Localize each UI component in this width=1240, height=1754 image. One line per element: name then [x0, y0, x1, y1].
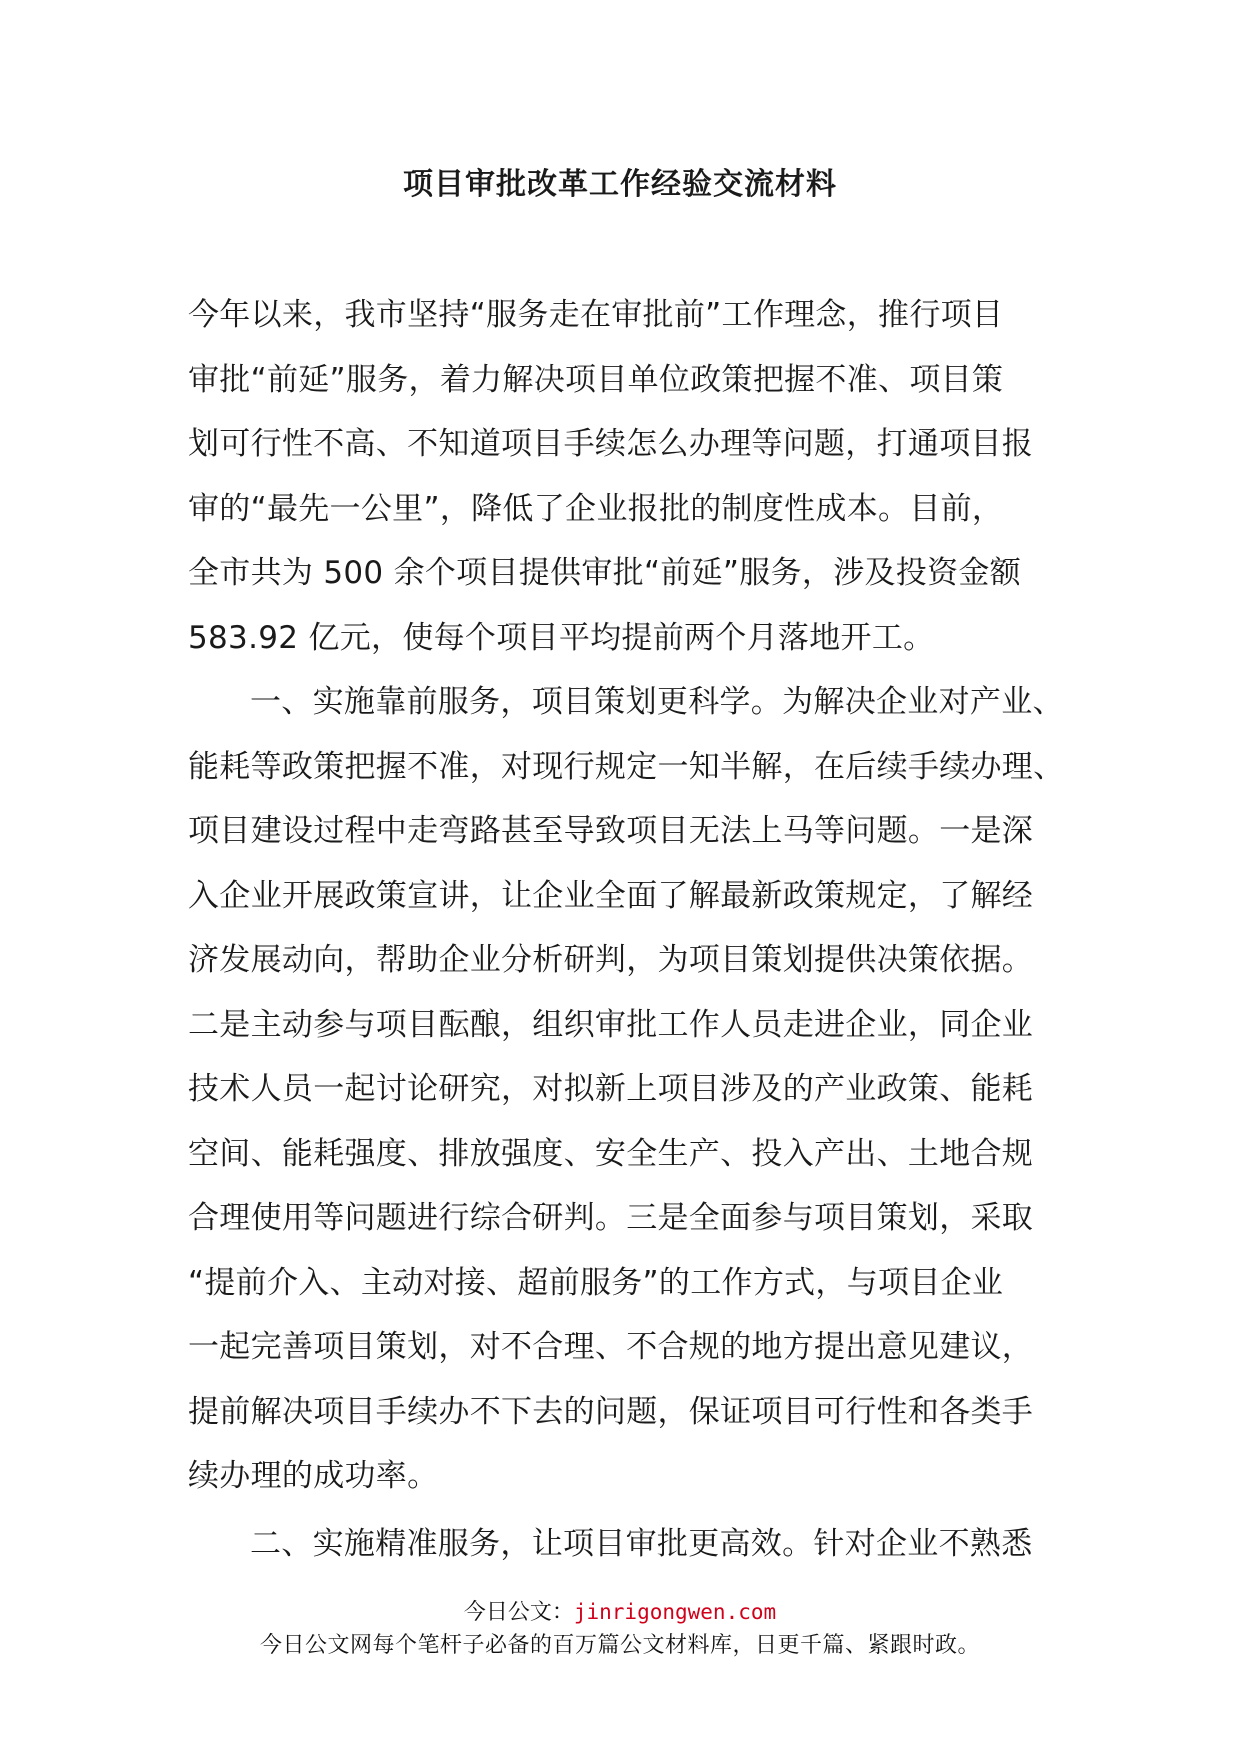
footer-prefix: 今日公文：	[463, 1600, 574, 1625]
body-line: 空间、能耗强度、排放强度、安全生产、投入产出、土地合规	[188, 1135, 1034, 1172]
body-line: 划可行性不高、不知道项目手续怎么办理等问题，打通项目报	[188, 426, 1034, 462]
body-line: 合理使用等问题进行综合研判。三是全面参与项目策划，采取	[188, 1200, 1034, 1236]
document-body	[188, 283, 1065, 1576]
body-line: 续办理的成功率。	[188, 1458, 439, 1494]
body-line: 一起完善项目策划，对不合理、不合规的地方提出意见建议，	[188, 1329, 1034, 1365]
body-line: 济发展动向，帮助企业分析研判，为项目策划提供决策依据。	[188, 942, 1034, 978]
body-line: 技术人员一起讨论研究，对拟新上项目涉及的产业政策、能耗	[188, 1071, 1034, 1107]
body-line: 一、实施靠前服务，项目策划更科学。为解决企业对产业、	[250, 684, 1064, 720]
body-line: 审批“前延”服务，着力解决项目单位政策把握不准、项目策	[188, 361, 1004, 398]
footer-tagline: 今日公文网每个笔杆子必备的百万篇公文材料库，日更千篇、紧跟时政。	[259, 1633, 980, 1658]
body-line: 二是主动参与项目酝酿，组织审批工作人员走进企业，同企业	[188, 1006, 1034, 1043]
body-line: “提前介入、主动对接、超前服务”的工作方式，与项目企业	[188, 1264, 1004, 1301]
body-line: 全市共为 500 余个项目提供审批“前延”服务，涉及投资金额	[188, 555, 1021, 591]
body-line: 二、实施精准服务，让项目审批更高效。针对企业不熟悉	[250, 1525, 1033, 1562]
document-title: 项目审批改革工作经验交流材料	[403, 167, 837, 202]
body-line: 583.92 亿元，使每个项目平均提前两个月落地开工。	[188, 619, 935, 656]
body-line: 今年以来，我市坚持“服务走在审批前”工作理念，推行项目	[188, 297, 1004, 333]
footer-url-link[interactable]: jinrigongwen.com	[573, 1600, 777, 1624]
body-line: 提前解决项目手续办不下去的问题，保证项目可行性和各类手	[188, 1393, 1034, 1430]
body-line: 审的“最先一公里”，降低了企业报批的制度性成本。目前，	[188, 490, 1004, 527]
body-line: 能耗等政策把握不准，对现行规定一知半解，在后续手续办理、	[188, 748, 1065, 785]
body-line: 项目建设过程中走弯路甚至导致项目无法上马等问题。一是深	[188, 813, 1034, 849]
footer-source	[0, 1598, 1240, 1627]
body-line: 入企业开展政策宣讲，让企业全面了解最新政策规定，了解经	[188, 877, 1034, 914]
